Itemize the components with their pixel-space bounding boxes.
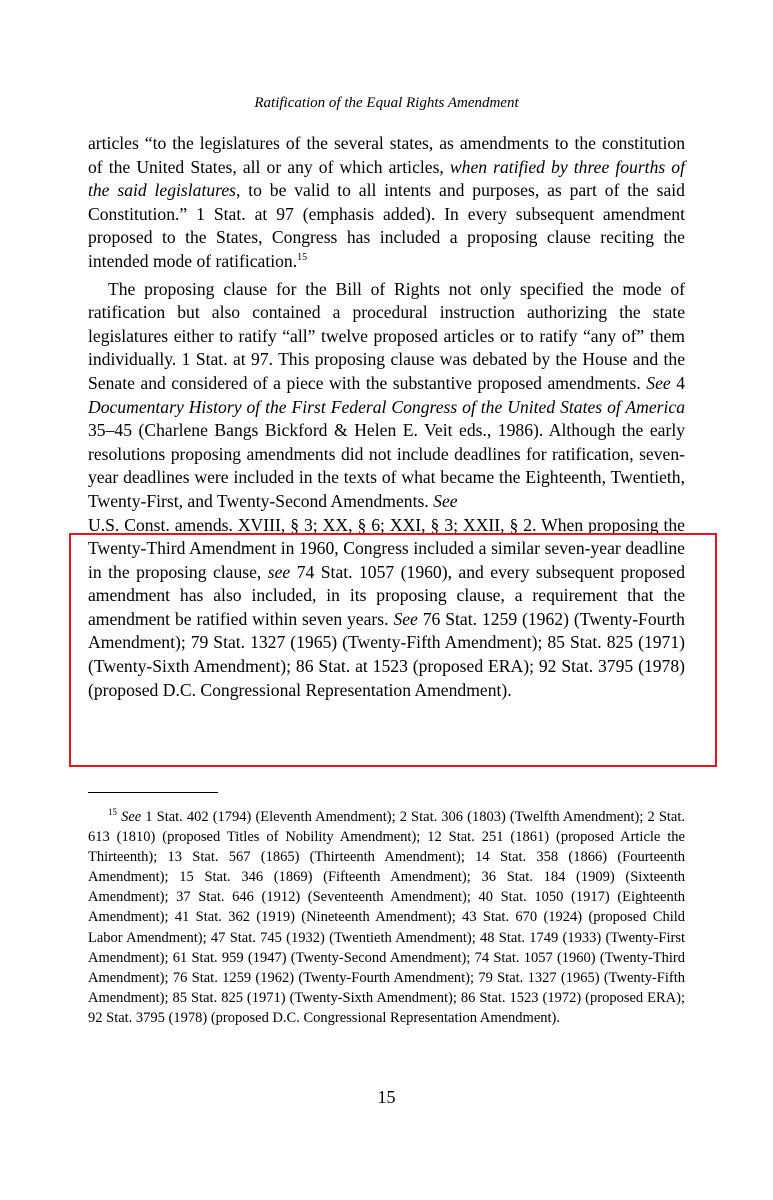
- text-run: , to be valid to all intents and purposes, as part of the said Constitution.” 1 Stat. at 97 (emphasis added). In every subsequent amendment proposed to the States, Congress has included a proposing clause reciting the intended mode of ratification.: [88, 180, 685, 271]
- page-number: 15: [377, 1087, 396, 1107]
- text-run: 4: [670, 372, 685, 393]
- emphasis-text: when ratified by three fourths of the said legislatures: [88, 156, 685, 201]
- paragraph-proposing-clause: [88, 278, 685, 514]
- footnote-15: [88, 807, 685, 1028]
- text-run: U.S. Const. amends. XVIII, § 3; XX, § 6; XXI, § 3; XXII, § 2. When proposing the Twenty-Third Amendment in 1960, Congress included a similar seven-year deadline in the proposing clause,: [88, 514, 685, 582]
- signal-see: see: [267, 561, 291, 582]
- signal-see: See: [393, 608, 418, 629]
- book-title: Documentary History of the First Federal Congress of the United States of America: [88, 396, 685, 417]
- footnote-divider: [88, 792, 218, 793]
- text-run: articles “to the legislatures of the several states, as amendments to the constitution of the United States, all or any of which articles,: [88, 133, 685, 177]
- signal-see: See: [646, 372, 671, 393]
- highlight-box: [69, 533, 717, 767]
- text-run: 76 Stat. 1259 (1962) (Twenty-Fourth Amendment); 79 Stat. 1327 (1965) (Twenty-Fifth Amendment); 85 Stat. 825 (1971) (Twenty-Sixth Amendment); 86 Stat. at 1523 (proposed ERA); 92 Stat. 3795 (1978) (proposed D.C. Congressional Representation Amendment).: [88, 608, 685, 700]
- signal-see: See: [433, 490, 458, 511]
- footnote-reference[interactable]: 15: [297, 252, 308, 264]
- paragraph-continued: [88, 132, 685, 274]
- footnote-text: 1 Stat. 402 (1794) (Eleventh Amendment); 2 Stat. 306 (1803) (Twelfth Amendment); 2 Stat. 613 (1810) (proposed Titles of Nobility Amendment); 12 Stat. 251 (1861) (proposed Article the Thirteenth); 13 Stat. 567 (1865) (Thirteenth Amendment); 14 Stat. 358 (1866) (Fourteenth Amendment); 15 Stat. 346 (1869) (Fifteenth Amendment); 36 Stat. 184 (1909) (Sixteenth Amendment); 37 Stat. 646 (1912) (Seventeenth Amendment); 40 Stat. 1050 (1917) (Eighteenth Amendment); 41 Stat. 362 (1919) (Nineteenth Amendment); 43 Stat. 670 (1924) (proposed Child Labor Amendment); 47 Stat. 745 (1932) (Twentieth Amendment); 48 Stat. 1749 (1933) (Twenty-First Amendment); 61 Stat. 959 (1947) (Twenty-Second Amendment); 74 Stat. 1057 (1960) (Twenty-Third Amendment); 76 Stat. 1259 (1962) (Twenty-Fourth Amendment); 79 Stat. 1327 (1965) (Twenty-Fifth Amendment); 85 Stat. 825 (1971) (Twenty-Sixth Amendment); 86 Stat. 1523 (1972) (proposed ERA); 92 Stat. 3795 (1978) (proposed D.C. Congressional Representation Amendment).: [88, 809, 686, 1026]
- text-run: 35–45 (Charlene Bangs Bickford & Helen E. Veit eds., 1986). Although the early resolutions proposing amendments did not include deadlines for ratification, seven-year deadlines were included in the texts of what became the Eighteenth, Twentieth, Twenty-First, and Twenty-Second Amendments.: [88, 420, 685, 511]
- text-run: The proposing clause for the Bill of Rights not only specified the mode of ratification but also contained a procedural instruction authorizing the state legislatures either to ratify “all” twelve proposed articles or to ratify “any of” them individually. 1 Stat. at 97. This proposing clause was debated by the House and the Senate and considered of a piece with the substantive proposed amendments.: [88, 278, 685, 393]
- text-run: 74 Stat. 1057 (1960), and every subsequent proposed amendment has also included, in its proposing clause, a requirement that the amendment be ratified within seven years.: [88, 561, 685, 629]
- footnote-number: 15: [108, 807, 117, 818]
- running-head: Ratification of the Equal Rights Amendment: [254, 95, 519, 111]
- signal-see: See: [121, 809, 142, 825]
